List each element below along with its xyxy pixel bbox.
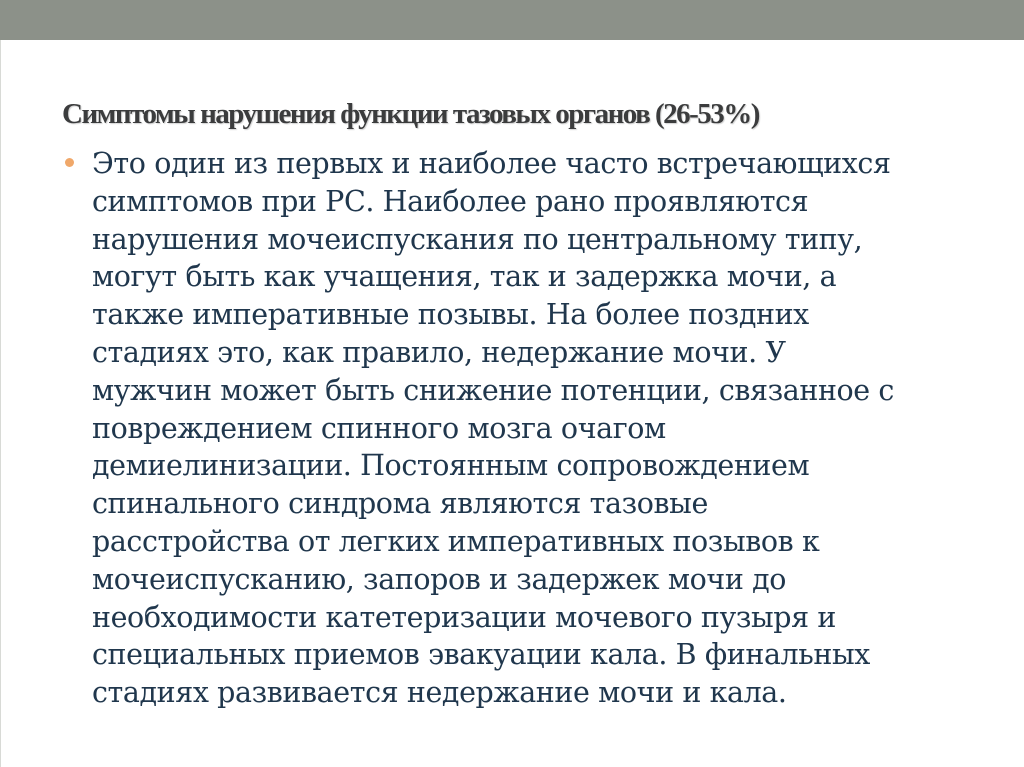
text-line: расстройства от легких императивных позывов к — [92, 524, 820, 558]
text-line: мочеиспусканию, запоров и задержек мочи до — [92, 562, 786, 596]
text-line: специальных приемов эвакуации кала. В финальных — [92, 638, 870, 672]
slide-title: Симптомы нарушения функции тазовых органов (26-53%) — [62, 98, 759, 130]
slide-left-edge — [0, 40, 1, 767]
text-line: мужчин может быть снижение потенции, связанное с — [92, 373, 894, 407]
text-line: демиелинизации. Постоянным сопровождением — [92, 449, 810, 483]
bullet-list — [62, 145, 982, 712]
text-line: симптомов при РС. Наиболее рано проявляются — [92, 184, 809, 218]
bullet-item — [62, 145, 982, 712]
text-line: повреждением спинного мозга очагом — [92, 411, 666, 445]
text-line: необходимости катетеризации мочевого пузыря и — [92, 600, 836, 634]
text-line: также императивные позывы. На более поздних — [92, 298, 809, 332]
text-line: нарушения мочеиспускания по центральному типу, — [92, 222, 863, 256]
bullet-dot-icon — [65, 158, 74, 167]
text-line: могут быть как учащения, так и задержка мочи, а — [92, 260, 837, 294]
text-line: стадиях развивается недержание мочи и кала. — [92, 676, 787, 710]
text-line: спинального синдрома являются тазовые — [92, 487, 708, 521]
top-banner-bar — [0, 0, 1024, 40]
text-line: стадиях это, как правило, недержание мочи. У — [92, 335, 786, 369]
bullet-text — [92, 145, 982, 712]
text-line: Это один из первых и наиболее часто встречающихся — [92, 147, 891, 180]
